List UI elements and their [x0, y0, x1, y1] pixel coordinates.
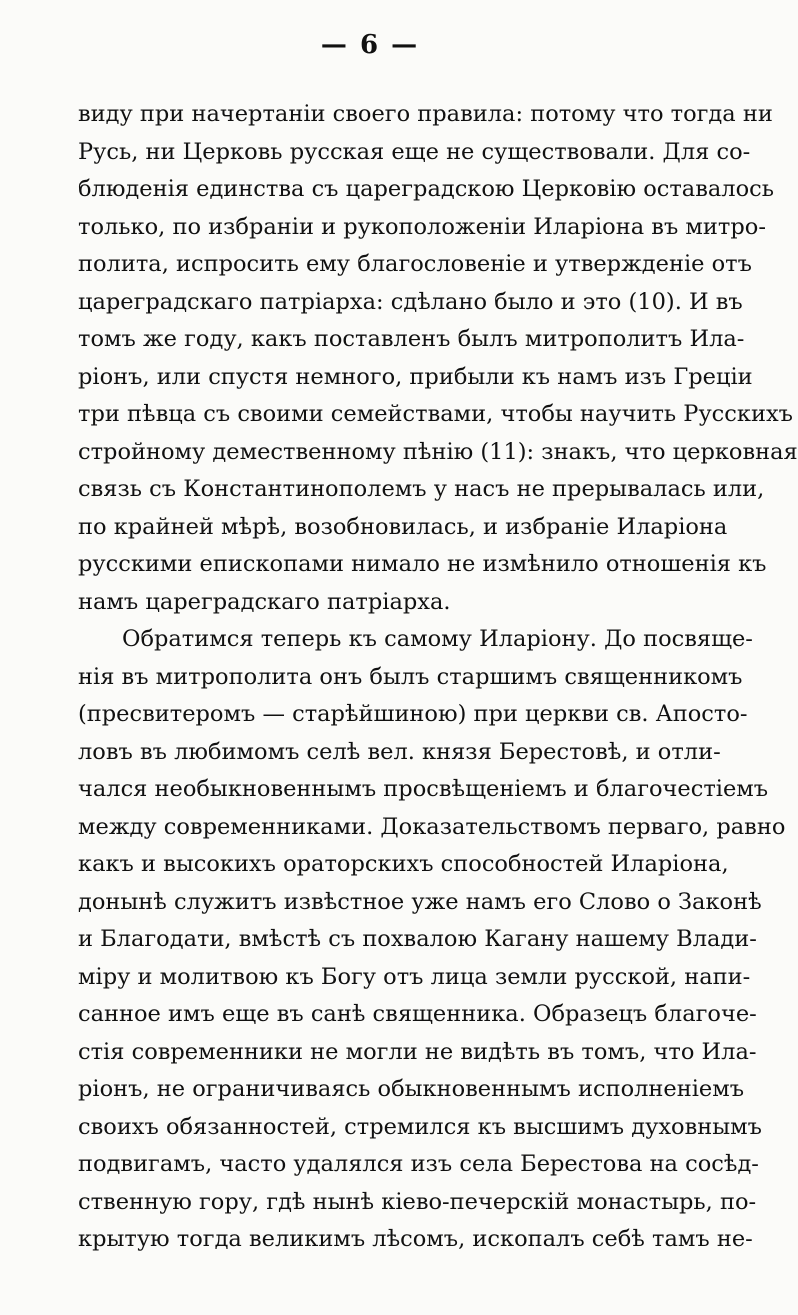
- text-line: томъ же году, какъ поставленъ былъ митрополитъ Ила-: [78, 326, 745, 352]
- text-line: ловъ въ любимомъ селѣ вел. князя Берестовѣ, и отли-: [78, 738, 721, 765]
- text-line: три пѣвца съ своими семействами, чтобы научить Русскихъ: [78, 401, 793, 427]
- text-line: и Благодати, вмѣстѣ съ похвалою Кагану нашему Влади-: [78, 926, 757, 952]
- text-line: полита, испросить ему благословеніе и утвержденіе отъ: [78, 251, 752, 277]
- text-line: ріонъ, не ограничиваясь обыкновеннымъ исполненіемъ: [78, 1076, 745, 1102]
- text-line: міру и молитвою къ Богу отъ лица земли русской, напи-: [78, 963, 751, 990]
- text-line: по крайней мѣрѣ, возобновилась, и избраніе Иларіона: [78, 513, 728, 540]
- text-line: между современниками. Доказательствомъ перваго, равно: [78, 813, 786, 840]
- text-line: своихъ обязанностей, стремился къ высшимъ духовнымъ: [78, 1113, 762, 1140]
- text-line: стройному демественному пѣнію (11): знакъ, что церковная: [78, 438, 798, 465]
- paragraph-start-line: Обратимся теперь къ самому Иларіону. До посвяще-: [122, 626, 753, 652]
- text-line: подвигамъ, часто удалялся изъ села Берестова на сосѣд-: [78, 1151, 759, 1177]
- text-line: какъ и высокихъ ораторскихъ способностей Иларіона,: [78, 851, 729, 877]
- text-line: санное имъ еще въ санѣ священника. Образецъ благоче-: [78, 1001, 757, 1027]
- text-line: ственную гору, гдѣ нынѣ кіево-печерскій монастырь, по-: [78, 1188, 757, 1215]
- text-line: донынѣ служитъ извѣстное уже намъ его Слово о Законѣ: [78, 888, 762, 915]
- text-line: русскими епископами нимало не измѣнило отношенія къ: [78, 551, 767, 577]
- text-line: крытую тогда великимъ лѣсомъ, ископалъ себѣ тамъ не-: [78, 1226, 753, 1252]
- text-line: нія въ митрополита онъ былъ старшимъ священникомъ: [78, 663, 743, 690]
- page-number: — 6 —: [320, 30, 420, 60]
- text-line: стія современники не могли не видѣть въ томъ, что Ила-: [78, 1038, 757, 1065]
- paragraph-end-line: намъ цареградскаго патріарха.: [78, 588, 451, 615]
- text-line: Русь, ни Церковь русская еще не существовали. Для со-: [78, 138, 751, 165]
- text-line: виду при начертаніи своего правила: потому что тогда ни: [78, 101, 773, 127]
- text-line: (пресвитеромъ — старѣйшиною) при церкви св. Апосто-: [78, 701, 748, 727]
- text-line: блюденія единства съ цареградскою Церковію оставалось: [78, 176, 774, 202]
- body-text: [78, 96, 798, 1259]
- text-line: ріонъ, или спустя немного, прибыли къ намъ изъ Греціи: [78, 363, 753, 390]
- text-line: цареградскаго патріарха: сдѣлано было и это (10). И въ: [78, 288, 743, 315]
- text-line: связь съ Константинополемъ у насъ не прерывалась или,: [78, 476, 765, 502]
- text-line: чался необыкновеннымъ просвѣщеніемъ и благочестіемъ: [78, 776, 769, 802]
- text-line: только, по избраніи и рукоположеніи Иларіона въ митро-: [78, 213, 766, 240]
